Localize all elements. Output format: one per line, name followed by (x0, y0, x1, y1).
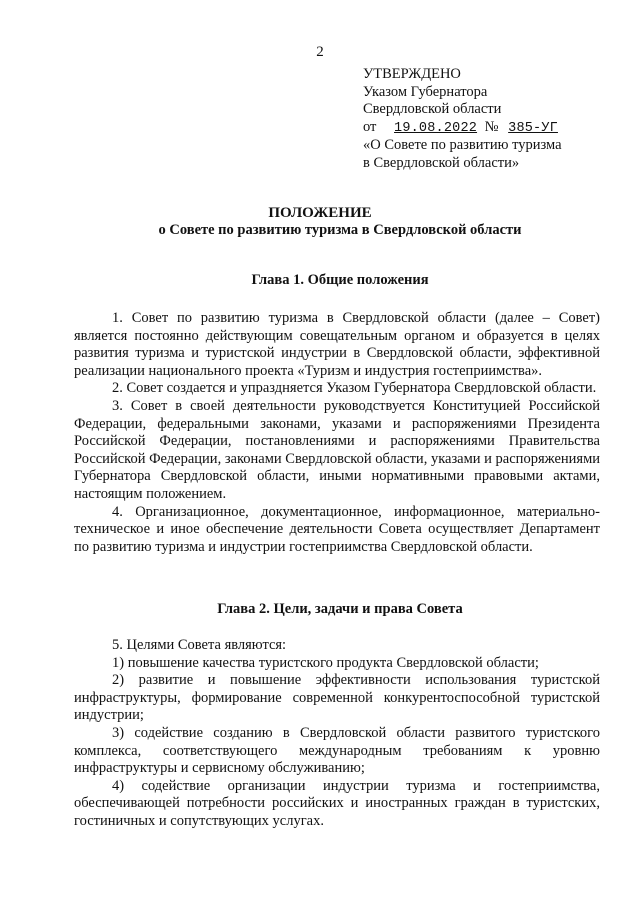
approval-date-line (363, 119, 623, 138)
chapter-2-body (74, 637, 600, 831)
chapter-2-heading: Глава 2. Цели, задачи и права Совета (217, 601, 463, 617)
approval-block (363, 66, 623, 172)
approval-date: 19.08.2022 (394, 120, 478, 136)
approval-line-decree: Указом Губернатора (363, 83, 488, 100)
paragraph-2: 2. Совет создается и упраздняется Указом Губернатора Свердловской области. (112, 380, 597, 397)
approval-line-subject-2: в Свердловской области» (363, 154, 520, 171)
chapter-1-heading: Глава 1. Общие положения (251, 272, 429, 288)
paragraph-5: 5. Целями Совета являются: (112, 637, 287, 653)
paragraph-1: 1. Совет по развитию туризма в Свердловской области (далее – Совет) является постоянно действующим совещательным органом и образуется в целях развития туризма и туристской индустрии в Свердловской области, эффективной реализации национального проекта «Туризм и индустрия гостеприимства». (74, 310, 600, 379)
approval-line-region: Свердловской области (363, 101, 502, 117)
approval-date-prefix: от (363, 118, 377, 135)
page-number: 2 (316, 44, 324, 60)
document-title: ПОЛОЖЕНИЕ (268, 205, 372, 221)
approval-line-approved: УТВЕРЖДЕНО (363, 66, 461, 82)
paragraph-3: 3. Совет в своей деятельности руководствуется Конституцией Российской Федерации, федеральными законами, указами и распоряжениями Президента Российской Федерации, постановлениями и распоряжениями Правительства Российской Федерации, законами Свердловской области, указами и распоряжениями Губернатора Свердловской области, иными нормативными правовыми актами, настоящим положением. (74, 397, 601, 502)
list-item-1: 1) повышение качества туристского продукта Свердловской области; (112, 654, 539, 671)
approval-line-subject-1: «О Совете по развитию туризма (363, 137, 562, 153)
list-item-3: 3) содействие созданию в Свердловской области развитого туристского комплекса, соответствующего международным требованиям к уровню инфраструктуры и сервисному обслуживанию; (74, 724, 600, 777)
approval-number: 385-УГ (508, 120, 558, 136)
list-item-4: 4) содействие организации индустрии туризма и гостеприимства, обеспечивающей потребности российских и иностранных граждан в туристских, гостиничных и сопутствующих услугах. (74, 777, 600, 829)
approval-number-prefix: № (484, 118, 499, 135)
paragraph-4: 4. Организационное, документационное, информационное, материально-техническое и иное обеспечение деятельности Совета осуществляет Департамент по развитию туризма и индустрии гостеприимства Свердловской области. (74, 503, 600, 555)
document-subtitle: о Совете по развитию туризма в Свердловской области (158, 222, 522, 238)
list-item-2: 2) развитие и повышение эффективности использования туристской инфраструктуры, формирование современной конкурентоспособной туристской индустрии; (74, 672, 600, 724)
chapter-1-body (74, 310, 600, 556)
